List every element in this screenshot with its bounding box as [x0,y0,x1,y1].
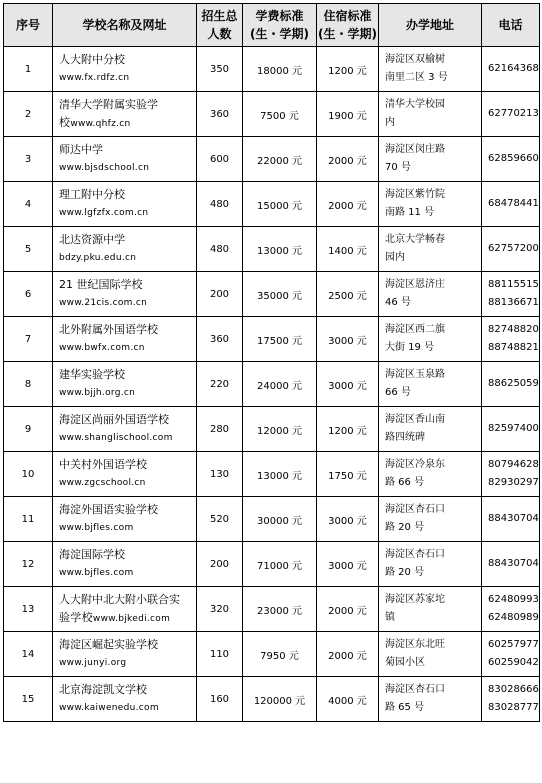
row-address [379,542,482,587]
school-website [59,429,196,447]
address-line: 海淀区紫竹院 [385,189,445,200]
row-school [53,632,197,677]
school-name: 人大附中分校 [59,53,125,66]
row-index: 12 [4,542,53,587]
row-lodging: 2000 元 [317,137,379,182]
school-website-text: www.bjsdschool.cn [59,163,150,173]
header-tuition-line2: (生・学期) [250,27,309,41]
row-lodging: 2000 元 [317,182,379,227]
school-website [59,159,196,177]
header-enroll [197,4,243,47]
school-name: 建华实验学校 [59,368,125,381]
address-line: 海淀区恩济庄 [385,279,445,290]
row-phone [482,677,540,722]
phone-number: 80794628 [488,459,539,470]
table-row [4,47,540,92]
address-line: 70 号 [385,162,411,173]
row-address [379,317,482,362]
school-website [59,519,196,537]
row-tuition: 13000 元 [243,227,317,272]
table-row [4,227,540,272]
header-address: 办学地址 [379,4,482,47]
address-line: 镇 [385,612,395,623]
row-enroll: 200 [197,542,243,587]
header-lodging [317,4,379,47]
address-line: 66 号 [385,387,411,398]
row-phone [482,407,540,452]
table-row [4,407,540,452]
school-name: 21 世纪国际学校 [59,278,143,291]
address-line: 园内 [385,252,405,263]
row-tuition: 18000 元 [243,47,317,92]
row-enroll: 130 [197,452,243,497]
row-phone [482,632,540,677]
row-index: 8 [4,362,53,407]
row-address [379,47,482,92]
school-website-text: www.bwfx.com.cn [59,343,145,353]
row-index: 3 [4,137,53,182]
row-enroll: 600 [197,137,243,182]
row-school [53,452,197,497]
row-enroll: 480 [197,182,243,227]
row-index: 14 [4,632,53,677]
school-website-text: www.fx.rdfz.cn [59,73,130,83]
header-lodging-line2: (生・学期) [318,27,377,41]
school-name: 人大附中北大附小联合实 [59,592,180,606]
address-line: 路 20 号 [385,522,425,533]
row-school [53,47,197,92]
phone-number: 88136671 [488,297,539,308]
school-website-text: www.bjfles.com [59,523,134,533]
row-school [53,497,197,542]
row-index: 9 [4,407,53,452]
row-enroll: 360 [197,92,243,137]
school-name: 清华大学附属实验学 [59,97,158,111]
table-row [4,677,540,722]
row-lodging: 1200 元 [317,407,379,452]
school-website [59,204,196,222]
row-enroll: 520 [197,497,243,542]
school-name: 北京海淀凯文学校 [59,683,147,696]
phone-number: 88430704 [488,513,539,524]
row-school [53,587,197,632]
school-website-text: www.shanglischool.com [59,433,173,443]
school-website [59,249,196,267]
row-school [53,272,197,317]
table-row [4,587,540,632]
row-phone [482,92,540,137]
address-line: 海淀区杏石口 [385,549,445,560]
row-enroll: 360 [197,317,243,362]
school-name: 理工附中分校 [59,188,125,201]
row-phone [482,137,540,182]
row-address [379,137,482,182]
school-website [59,114,196,133]
school-website [59,654,196,672]
header-phone: 电话 [482,4,540,47]
row-tuition: 24000 元 [243,362,317,407]
table-row [4,497,540,542]
row-lodging: 2500 元 [317,272,379,317]
header-enroll-line1: 招生总 [201,9,238,23]
table-row [4,92,540,137]
phone-number: 68478441 [488,198,539,209]
row-school [53,362,197,407]
school-name: 海淀区崛起实验学校 [59,638,158,651]
row-address [379,227,482,272]
row-enroll: 480 [197,227,243,272]
address-line: 大街 19 号 [385,342,435,353]
school-name-continued: 校 [59,115,71,129]
table-body [4,47,540,722]
phone-number: 83028777 [488,702,539,713]
row-lodging: 1750 元 [317,452,379,497]
address-line: 路四统碑 [385,432,425,443]
address-line: 北京大学畅春 [385,234,445,245]
row-address [379,587,482,632]
address-line: 南路 11 号 [385,207,435,218]
row-enroll: 110 [197,632,243,677]
row-phone [482,47,540,92]
row-school [53,407,197,452]
row-enroll: 160 [197,677,243,722]
row-lodging: 1400 元 [317,227,379,272]
phone-number: 62859660 [488,153,539,164]
row-phone [482,497,540,542]
row-address [379,182,482,227]
school-website-text: www.kaiwenedu.com [59,703,159,713]
phone-number: 88748821 [488,342,539,353]
row-phone [482,542,540,587]
row-address [379,92,482,137]
school-website-text: www.junyi.org [59,658,127,668]
table-row [4,317,540,362]
school-website-text: bdzy.pku.edu.cn [59,253,137,263]
row-index: 15 [4,677,53,722]
school-website-text: www.bjkedi.com [92,613,171,624]
row-lodging: 2000 元 [317,632,379,677]
row-school [53,182,197,227]
address-line: 海淀区苏家坨 [385,594,445,605]
row-school [53,137,197,182]
row-tuition: 71000 元 [243,542,317,587]
phone-number: 88115515 [488,279,539,290]
row-address [379,497,482,542]
table-header [4,4,540,47]
table-row [4,182,540,227]
row-tuition: 120000 元 [243,677,317,722]
address-line: 海淀区东北旺 [385,639,445,650]
phone-number: 62770213 [488,108,539,119]
school-website [59,339,196,357]
address-line: 46 号 [385,297,411,308]
row-index: 11 [4,497,53,542]
address-line: 海淀区西二旗 [385,324,445,335]
address-line: 清华大学校园 [385,99,445,110]
row-school [53,92,197,137]
phone-number: 60257977 [488,639,539,650]
row-phone [482,317,540,362]
address-line: 路 20 号 [385,567,425,578]
row-enroll: 320 [197,587,243,632]
school-website [59,609,196,628]
school-website-text: www.zgcschool.cn [59,478,146,488]
row-tuition: 17500 元 [243,317,317,362]
row-tuition: 30000 元 [243,497,317,542]
row-index: 10 [4,452,53,497]
row-address [379,362,482,407]
address-line: 海淀区双榆树 [385,54,445,65]
school-name: 海淀外国语实验学校 [59,503,158,516]
school-website [59,564,196,582]
address-line: 海淀区闵庄路 [385,144,445,155]
school-website-text: www.lgfzfx.com.cn [59,208,149,218]
row-lodging: 3000 元 [317,317,379,362]
row-tuition: 35000 元 [243,272,317,317]
row-enroll: 200 [197,272,243,317]
address-line: 菊园小区 [385,657,425,668]
header-tuition [243,4,317,47]
phone-number: 62480993 [488,594,539,605]
row-enroll: 220 [197,362,243,407]
row-lodging: 4000 元 [317,677,379,722]
header-school: 学校名称及网址 [53,4,197,47]
school-name: 北达资源中学 [59,233,125,246]
header-tuition-line1: 学费标准 [255,9,304,23]
row-address [379,407,482,452]
school-table [3,3,540,722]
row-school [53,317,197,362]
row-phone [482,452,540,497]
address-line: 路 66 号 [385,477,425,488]
header-enroll-line2: 人数 [207,27,232,41]
row-lodging: 1900 元 [317,92,379,137]
phone-number: 62164368 [488,63,539,74]
row-school [53,542,197,587]
row-tuition: 7950 元 [243,632,317,677]
school-website [59,384,196,402]
row-address [379,632,482,677]
school-website [59,294,196,312]
row-index: 2 [4,92,53,137]
phone-number: 82597400 [488,423,539,434]
address-line: 海淀区杏石口 [385,684,445,695]
address-line: 海淀区玉泉路 [385,369,445,380]
row-index: 5 [4,227,53,272]
row-phone [482,182,540,227]
table-row [4,632,540,677]
row-lodging: 3000 元 [317,542,379,587]
row-address [379,677,482,722]
phone-number: 83028666 [488,684,539,695]
row-phone [482,227,540,272]
school-website [59,699,196,717]
row-phone [482,272,540,317]
school-name: 海淀区尚丽外国语学校 [59,413,169,426]
address-line: 路 65 号 [385,702,425,713]
school-website-text: www.bjjh.org.cn [59,388,136,398]
row-school [53,677,197,722]
school-name: 北外附属外国语学校 [59,323,158,336]
row-index: 7 [4,317,53,362]
row-enroll: 280 [197,407,243,452]
row-tuition: 12000 元 [243,407,317,452]
row-phone [482,587,540,632]
row-lodging: 3000 元 [317,362,379,407]
phone-number: 82748820 [488,324,539,335]
school-website-text: www.qhfz.cn [70,118,131,129]
row-lodging: 3000 元 [317,497,379,542]
school-name-continued: 验学校 [59,610,93,624]
row-tuition: 15000 元 [243,182,317,227]
school-website-text: www.bjfles.com [59,568,134,578]
school-name: 师达中学 [59,143,103,156]
row-index: 1 [4,47,53,92]
table-row [4,137,540,182]
table-row [4,272,540,317]
row-index: 4 [4,182,53,227]
address-line: 内 [385,117,395,128]
row-lodging: 2000 元 [317,587,379,632]
address-line: 海淀区杏石口 [385,504,445,515]
row-school [53,227,197,272]
table-row [4,452,540,497]
row-lodging: 1200 元 [317,47,379,92]
phone-number: 88430704 [488,558,539,569]
row-phone [482,362,540,407]
row-address [379,452,482,497]
school-website-text: www.21cis.com.cn [59,298,148,308]
row-tuition: 7500 元 [243,92,317,137]
row-tuition: 22000 元 [243,137,317,182]
row-tuition: 23000 元 [243,587,317,632]
row-enroll: 350 [197,47,243,92]
header-lodging-line1: 住宿标准 [323,9,372,23]
row-index: 13 [4,587,53,632]
school-name: 海淀国际学校 [59,548,125,561]
row-tuition: 13000 元 [243,452,317,497]
phone-number: 60259042 [488,657,539,668]
school-website [59,69,196,87]
address-line: 海淀区冷泉东 [385,459,445,470]
phone-number: 62757200 [488,243,539,254]
table-row [4,542,540,587]
address-line: 南里二区 3 号 [385,72,448,83]
school-name: 中关村外国语学校 [59,458,147,471]
phone-number: 82930297 [488,477,539,488]
row-address [379,272,482,317]
table-row [4,362,540,407]
phone-number: 88625059 [488,378,539,389]
phone-number: 62480989 [488,612,539,623]
header-index: 序号 [4,4,53,47]
school-website [59,474,196,492]
row-index: 6 [4,272,53,317]
address-line: 海淀区香山南 [385,414,445,425]
